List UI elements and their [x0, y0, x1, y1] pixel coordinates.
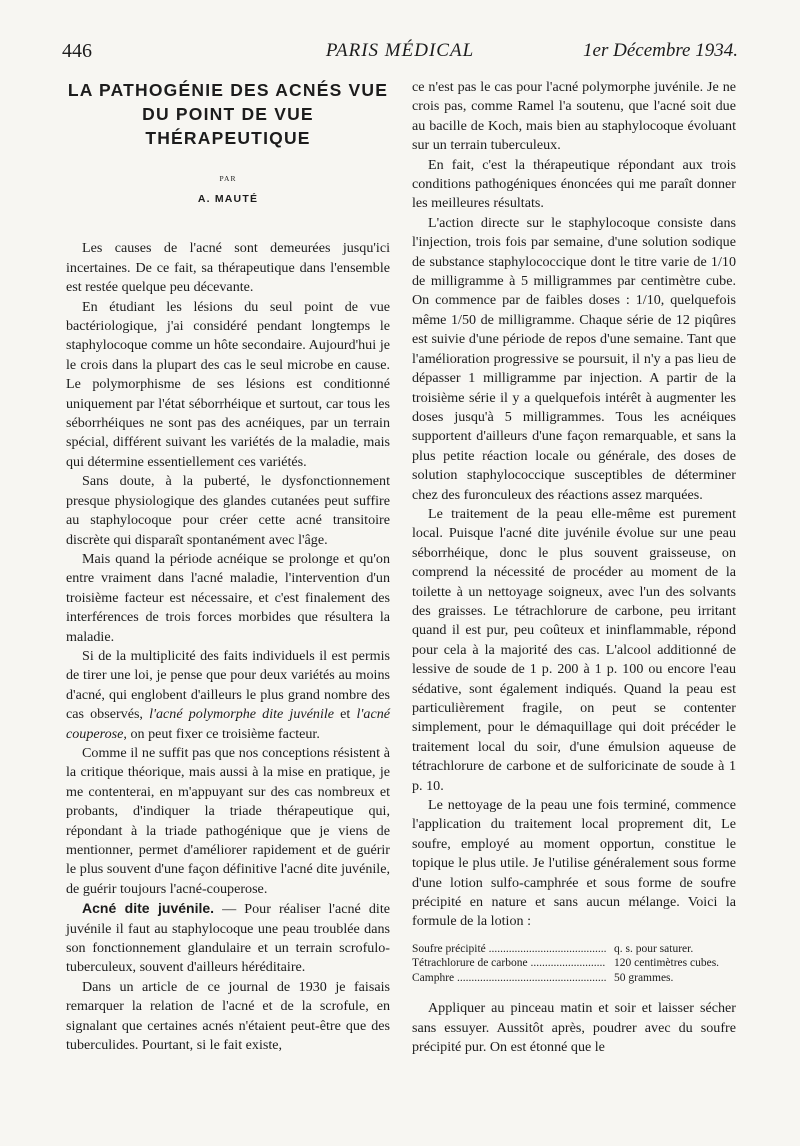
paragraph: En étudiant les lésions du seul point de vue bactériologique, j'ai considéré pendant longtemps le staphylocoque comme un hôte secondaire. Aujourd'hui je le crois dans la plupart des cas le seul microbe en cause. Le polymorphisme de ses lésions est conditionné uniquement par l'état séborrhéique et surtout, car tous les séborrhéiques ne sont pas des acnéiques, par un terrain spécial, différent suivant les variétés de la maladie, mais qui détermine essentiellement ces variétés. — [66, 298, 390, 470]
italic-term: l'acné couperose — [66, 706, 391, 742]
text-run: — Pour réaliser l'acné dite juvénile il faut au staphylocoque une peau troublée dans son fonctionnement glandulaire et un terrain scrofulo-tuberculeux, souvent d'ailleurs héréditaire. — [66, 901, 390, 976]
ingredient-quantity: 50 grammes. — [606, 971, 736, 986]
issue-date: 1er Décembre 1934. — [583, 40, 738, 61]
formula-row — [412, 942, 736, 957]
right-column — [412, 78, 736, 1058]
page-number: 446 — [62, 40, 92, 62]
article-title: LA PATHOGÉNIE DES ACNÉS VUE DU POINT DE VUE THÉRAPEUTIQUE — [67, 80, 389, 148]
text-run: , on peut fixer ce troisième facteur. — [123, 725, 320, 742]
page-header — [62, 40, 738, 70]
formula-row — [412, 956, 736, 971]
section-subheading: Acné dite juvénile. — [82, 900, 215, 917]
paragraph — [66, 899, 390, 978]
italic-term: l'acné polymorphe dite juvénile — [149, 706, 335, 723]
ingredient-name: Tétrachlorure de carbone ..... — [412, 956, 606, 971]
lotion-formula — [412, 942, 736, 986]
text-run: Si de la multiplicité des faits individuels il est permis de tirer une loi, je pense que pour deux variétés au moins d'acné, qui englobent d'ailleurs le plus grand nombre des cas observés, — [66, 647, 390, 723]
ingredient-name: Camphre ..... — [412, 971, 606, 986]
ingredient-quantity: 120 centimètres cubes. — [606, 956, 736, 971]
paragraph: Dans un article de ce journal de 1930 je faisais remarquer la relation de l'acné et de la scrofule, en signalant que certaines acnés n'étaient peut-être que des tuberculides. Pourtant, si le fait existe, — [66, 978, 390, 1054]
formula-row — [412, 971, 736, 986]
paragraph: Mais quand la période acnéique se prolonge et qu'on entre vraiment dans l'acné maladie, l'intervention d'un troisième facteur est nécessaire, et c'est finalement des interférences de trois forces morbides que résultera la maladie. — [66, 550, 390, 645]
paragraph: Le nettoyage de la peau une fois terminé, commence l'application du traitement local proprement dit, Le soufre, employé au moment opportun, constitue le topique le plus utile. Je l'utilise généralement sous forme d'une lotion sulfo-camphrée et sous forme de soufre précipité en nature et sans aucun mélange. Voici la formule de la lotion : — [412, 797, 736, 930]
paragraph: ce n'est pas le cas pour l'acné polymorphe juvénile. Je ne crois pas, comme Ramel l'a soutenu, que l'acné soit due au bacille de Koch, mais bien au staphylocoque évoluant sur un terrain tuberculeux. — [412, 79, 736, 154]
paragraph: L'action directe sur le staphylocoque consiste dans l'injection, trois fois par semaine, d'une solution sodique de substance staphylococcique dont le titre varie de 1/10 de milligramme à 5 milligrammes par centimètre cube. On commence par de faibles doses : 1/10, quelquefois même 1/50 de milligramme. Chaque série de 12 piqûres est suivie d'une période de repos d'une semaine. Tant que l'amélioration progressive se poursuit, il n'y a pas lieu de dépasser 1 milligramme par injection. A partir de la troisième série il y a quelquefois intérêt à augmenter les doses jusqu'à 5 milligrammes. Tous les acnéiques supportent d'ailleurs d'une façon remarquable, et sans la plus petite réaction locale ou générale, des doses de solution staphylococcique susceptibles de déterminer chez des furonculeux des réactions assez marquées. — [412, 214, 736, 503]
journal-title: PARIS MÉDICAL — [325, 40, 475, 61]
paragraph: Comme il ne suffit pas que nos conceptions résistent à la critique théorique, mais aussi à la mise en pratique, je me contenterai, en m'appuyant sur des cas nombreux et probants, d'indiquer la triade thérapeutique qui, répondant à la triade pathogénique que je viens de mentionner, permet d'améliorer rapidement et de guérir le plus souvent d'une façon définitive l'acné dite juvénile, de guérir toujours l'acné-couperose. — [66, 744, 390, 897]
paragraph: Les causes de l'acné sont demeurées jusqu'ici incertaines. De ce fait, sa thérapeutique dans l'ensemble est restée quelque peu décevante. — [66, 240, 390, 296]
paragraph: Le traitement de la peau elle-même est purement local. Puisque l'acné dite juvénile évolue sur une peau séborrhéique, donc le plus souvent graisseuse, on comprend la nécessité de procéder au moment de la toilette à un nettoyage soigneux, avec l'un des solvants des graisses. Le tétrachlorure de carbone, peu irritant quand il est pur, peu coûteux et ininflammable, répond pour cela à la majorité des cas. L'alcool additionné de lessive de soude de 1 p. 200 à 1 p. 100 ou encore l'eau sédative, sont également indiqués. Quand la peau est particulièrement fragile, on peut se contenter simplement, pour le démaquillage qui doit précéder le traitement local du soir, d'une émulsion aqueuse de tétrachlorure de carbone et de sulforicinate de soude à 1 p. 10. — [412, 505, 736, 794]
ingredient-quantity: q. s. pour saturer. — [606, 942, 736, 957]
paragraph: En fait, c'est la thérapeutique répondant aux trois conditions pathogéniques énoncées qui me paraît donner les meilleures résultats. — [412, 156, 736, 212]
paragraph: Sans doute, à la puberté, le dysfonctionnement presque physiologique des glandes cutanées peut suffire au staphylocoque pour créer cette acné transitoire discrète qui disparaît spontanément avec l'âge. — [66, 473, 390, 548]
paragraph — [66, 647, 390, 744]
byline-prefix: PAR — [219, 174, 237, 183]
left-column — [66, 78, 390, 1055]
ingredient-name: Soufre précipité ..... — [412, 942, 606, 957]
text-run: et — [334, 706, 357, 723]
author-name: A. MAUTÉ — [197, 193, 259, 205]
paragraph: Appliquer au pinceau matin et soir et laisser sécher sans essuyer. Aussitôt après, poudrer avec du soufre précipité pur. On est étonné que le — [412, 1000, 736, 1056]
